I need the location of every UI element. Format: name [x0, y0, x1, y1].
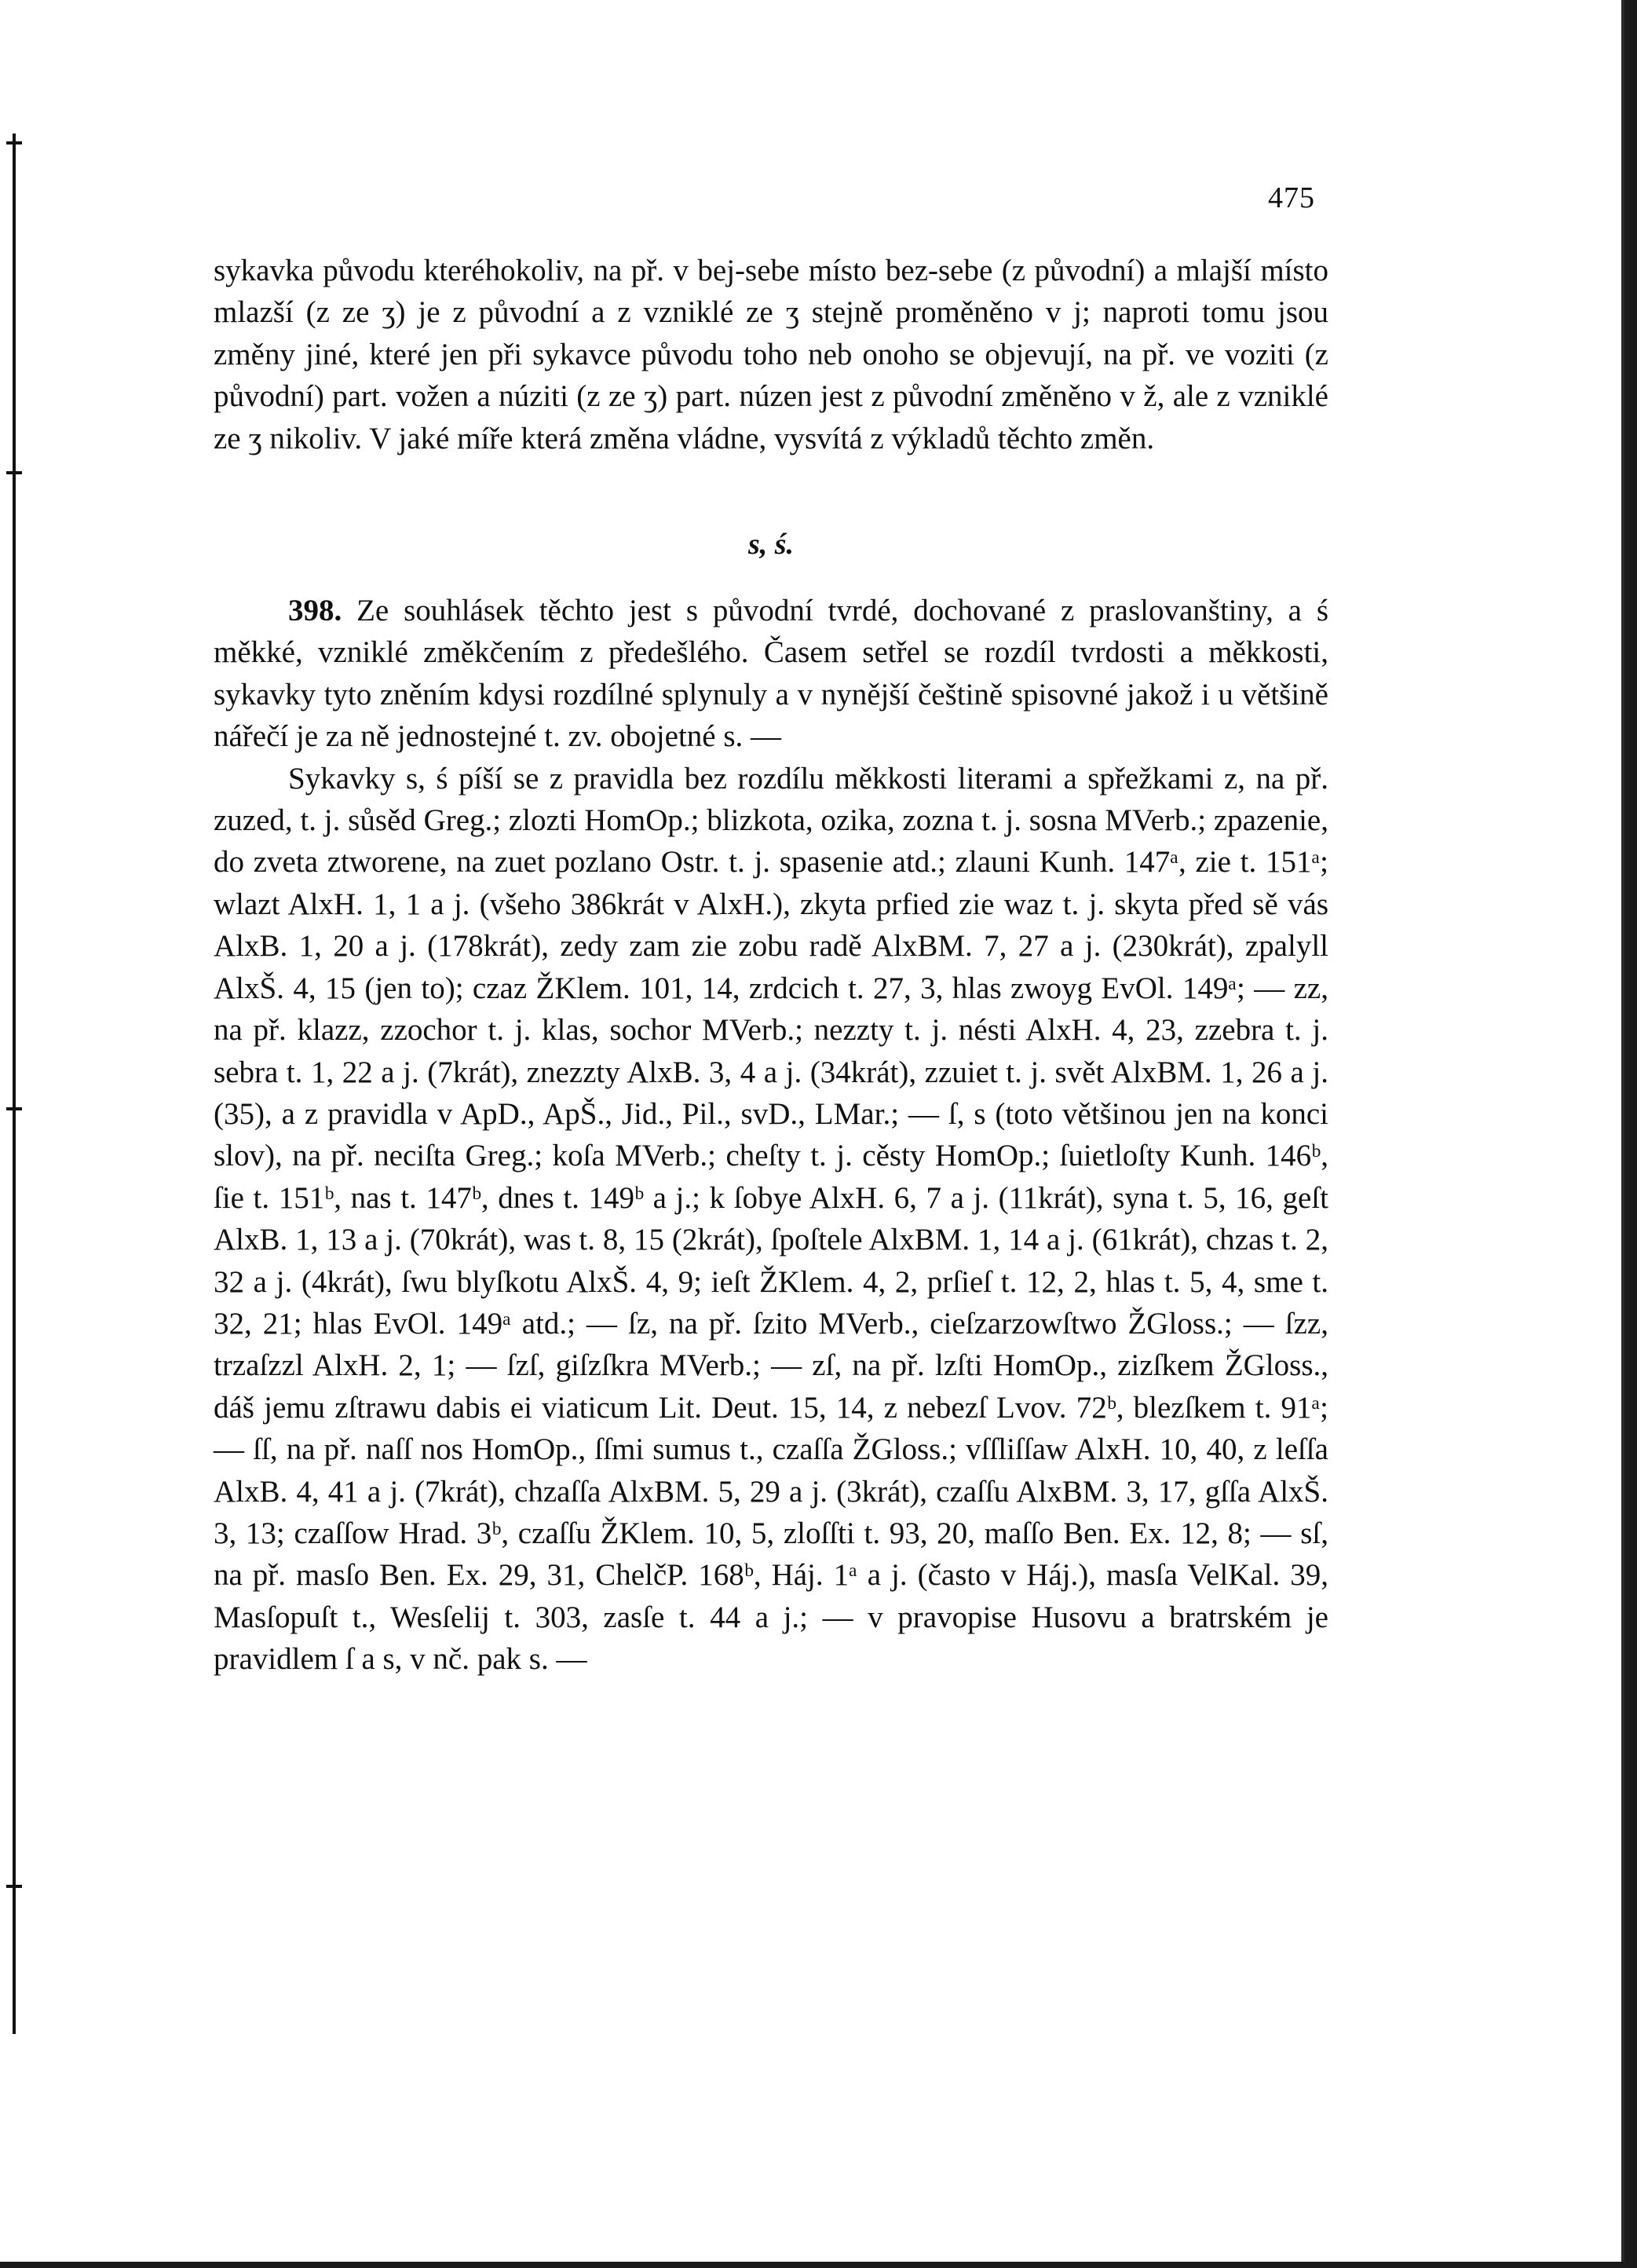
edge-tick [6, 141, 22, 144]
paragraph-number: 398. [288, 594, 342, 628]
intro-paragraph: sykavka původu kteréhokoliv, na př. v bej-sebe místo bez-sebe (z původní) a mlajší místo mlazší (z ze ʒ) je z původní a z vzniklé ze ʒ stejně proměněno v j; naproti tomu jsou změny jiné, které jen při sykavce původu toho neb onoho se objevují, na př. ve voziti (z původní) part. vožen a núziti (z ze ʒ) part. núzen jest z původní změněno v ž, ale z vzniklé ze ʒ nikoliv. V jaké míře která změna vládne, vysvítá z výkladů těchto změn. [214, 254, 1328, 455]
edge-tick [6, 1885, 22, 1888]
edge-tick [6, 1107, 22, 1110]
section-paragraph [214, 590, 1328, 758]
section-paragraph-text: Ze souhlásek těchto jest s původní tvrdé, dochované z praslovanštiny, a ś měkké, vzniklé změkčením z předešlého. Časem setřel se rozdíl tvrdosti a měkkosti, sykavky tyto zněním kdysi rozdílné splynuly a v nynější češtině spisovné jakož i u většině nářečí je za ně jednostejné t. zv. obojetné s. — [214, 594, 1329, 754]
edge-tick [6, 471, 22, 474]
left-edge-rule [13, 134, 16, 2034]
text-block [214, 250, 1328, 1681]
body-paragraph: Sykavky s, ś píší se z pravidla bez rozdílu měkkosti literami a spřežkami z, na př. zuzed, t. j. sůsěd Greg.; zlozti HomOp.; blizkota, ozika, zozna t. j. sosna MVerb.; zpazenie, do zveta ztworene, na zuet pozlano Ostr. t. j. spasenie atd.; zlauni Kunh. 147ᵃ, zie t. 151ᵃ; wlazt AlxH. 1, 1 a j. (všeho 386krát v AlxH.), zkyta prfied zie waz t. j. skyta před sě vás AlxB. 1, 20 a j. (178krát), zedy zam zie zobu radě AlxBM. 7, 27 a j. (230krát), zpalyll AlxŠ. 4, 15 (jen to); czaz ŽKlem. 101, 14, zrdcich t. 27, 3, hlas zwoyg EvOl. 149ᵃ; — zz, na př. klazz, zzochor t. j. klas, sochor MVerb.; nezzty t. j. nésti AlxH. 4, 23, zzebra t. j. sebra t. 1, 22 a j. (7krát), znezzty AlxB. 3, 4 a j. (34krát), zzuiet t. j. svět AlxBM. 1, 26 a j. (35), a z pravidla v ApD., ApŠ., Jid., Pil., svD., LMar.; — ſ, s (toto většinou jen na konci slov), na př. neciſta Greg.; koſa MVerb.; cheſty t. j. cěsty HomOp.; ſuietloſty Kunh. 146ᵇ, ſie t. 151ᵇ, nas t. 147ᵇ, dnes t. 149ᵇ a j.; k ſobye AlxH. 6, 7 a j. (11krát), syna t. 5, 16, geſt AlxB. 1, 13 a j. (70krát), was t. 8, 15 (2krát), ſpoſtele AlxBM. 1, 14 a j. (61krát), chzas t. 2, 32 a j. (4krát), ſwu blyſkotu AlxŠ. 4, 9; ieſt ŽKlem. 4, 2, prſieſ t. 12, 2, hlas t. 5, 4, sme t. 32, 21; hlas EvOl. 149ᵃ atd.; — ſz, na př. ſzito MVerb., cieſzarzowſtwo ŽGloss.; — ſzz, trzaſzzl AlxH. 2, 1; — ſzſ, giſzſkra MVerb.; — zſ, na př. lzſti HomOp., zizſkem ŽGloss., dáš jemu zſtrawu dabis ei viaticum Lit. Deut. 15, 14, z nebezſ Lvov. 72ᵇ, blezſkem t. 91ᵃ; — ſſ, na př. naſſ nos HomOp., ſſmi sumus t., czaſſa ŽGloss.; vſſliſſaw AlxH. 10, 40, z leſſa AlxB. 4, 41 a j. (7krát), chzaſſa AlxBM. 5, 29 a j. (3krát), czaſſu AlxBM. 3, 17, gſſa AlxŠ. 3, 13; czaſſow Hrad. 3ᵇ, czaſſu ŽKlem. 10, 5, zloſſti t. 93, 20, maſſo Ben. Ex. 12, 8; — sſ, na př. masſo Ben. Ex. 29, 31, ChelčP. 168ᵇ, Háj. 1ᵃ a j. (často v Háj.), masſa VelKal. 39, Masſopuſt t., Wesſelij t. 303, zasſe t. 44 a j.; — v pravopise Husovu a bratrském je pravidlem ſ a s, v nč. pak s. — [214, 761, 1328, 1677]
section-heading: s, ś. [747, 528, 795, 562]
page-number: 475 [1268, 181, 1315, 214]
